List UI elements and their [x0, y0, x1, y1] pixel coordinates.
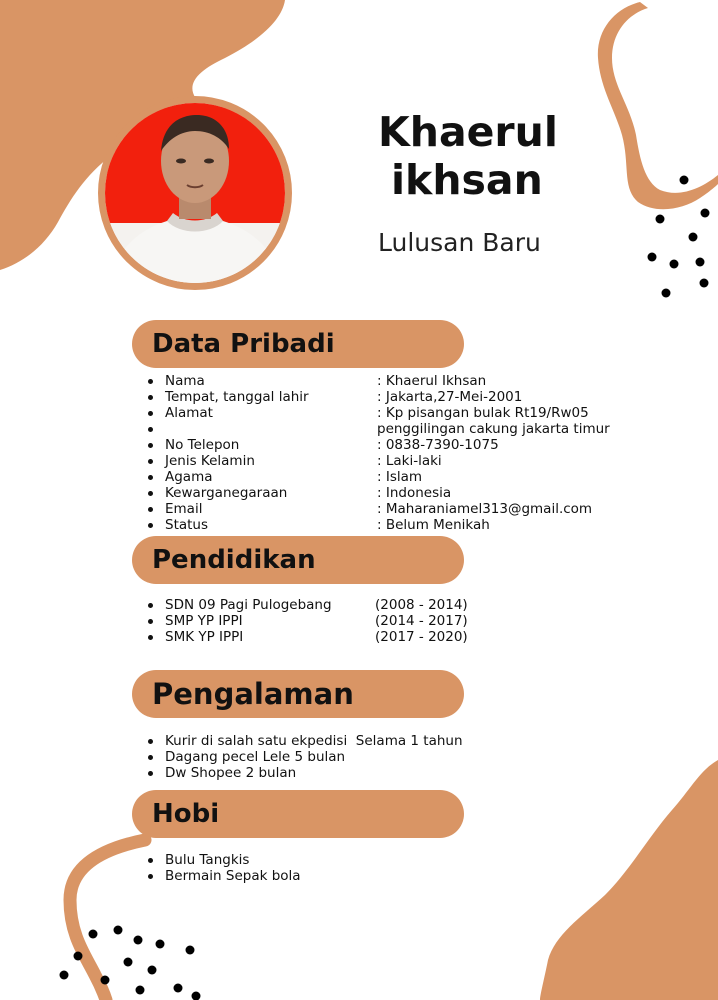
list-item [146, 485, 610, 501]
field-value: : Jakarta,27-Mei-2001 [377, 389, 523, 405]
list-item [146, 749, 463, 765]
list-item [146, 613, 468, 629]
section-title: Hobi [152, 799, 220, 829]
list-item [146, 453, 610, 469]
school-years: (2017 - 2020) [375, 629, 468, 645]
field-label: Tempat, tanggal lahir [165, 389, 309, 405]
hobby-text: Bulu Tangkis [165, 852, 250, 868]
school-name: SDN 09 Pagi Pulogebang [165, 597, 332, 613]
school-years: (2014 - 2017) [375, 613, 468, 629]
field-label: Agama [165, 469, 213, 485]
section-title: Data Pribadi [152, 329, 335, 359]
field-label: Email [165, 501, 203, 517]
field-value: : Kp pisangan bulak Rt19/Rw05 [377, 405, 589, 421]
field-label: No Telepon [165, 437, 240, 453]
field-label: Kewarganegaraan [165, 485, 288, 501]
list-item [146, 629, 468, 645]
field-label: Jenis Kelamin [165, 453, 255, 469]
section-header-experience [132, 670, 464, 718]
experience-list [146, 733, 463, 781]
last-name: ikhsan [391, 156, 543, 204]
list-item [146, 405, 610, 421]
school-name: SMP YP IPPI [165, 613, 243, 629]
school-years: (2008 - 2014) [375, 597, 468, 613]
profile-photo [98, 96, 292, 290]
candidate-role: Lulusan Baru [378, 228, 541, 257]
section-title: Pendidikan [152, 545, 316, 575]
experience-text: Dagang pecel Lele 5 bulan [165, 749, 346, 765]
personal-data-list [146, 373, 610, 533]
experience-text: Kurir di salah satu ekpedisi Selama 1 tahun [165, 733, 463, 749]
field-value: : Khaerul Ikhsan [377, 373, 487, 389]
list-item [146, 868, 301, 884]
field-value: : Islam [377, 469, 423, 485]
hobby-text: Bermain Sepak bola [165, 868, 301, 884]
section-header-education [132, 536, 464, 584]
field-value: : Belum Menikah [377, 517, 490, 533]
list-item [146, 373, 610, 389]
school-name: SMK YP IPPI [165, 629, 244, 645]
list-item [146, 765, 463, 781]
section-header-personal [132, 320, 464, 368]
list-item [146, 517, 610, 533]
field-value: : 0838-7390-1075 [377, 437, 499, 453]
list-item [146, 389, 610, 405]
first-name: Khaerul [378, 108, 558, 156]
hobbies-list [146, 852, 301, 884]
field-label: Status [165, 517, 209, 533]
list-item [146, 437, 610, 453]
list-item [146, 421, 610, 437]
experience-text: Dw Shopee 2 bulan [165, 765, 297, 781]
list-item [146, 733, 463, 749]
field-value: : Maharaniamel313@gmail.com [377, 501, 593, 517]
field-value: : Laki-laki [377, 453, 442, 469]
list-item [146, 597, 468, 613]
field-value: : Indonesia [377, 485, 452, 501]
bottom-right-blob [540, 760, 718, 1000]
field-label: Alamat [165, 405, 213, 421]
list-item [146, 469, 610, 485]
section-title: Pengalaman [152, 677, 354, 711]
list-item [146, 852, 301, 868]
candidate-name [378, 108, 558, 204]
field-label: Nama [165, 373, 205, 389]
person-avatar-icon [105, 103, 285, 283]
bottom-left-wave [70, 840, 145, 1000]
list-item [146, 501, 610, 517]
field-value: penggilingan cakung jakarta timur [377, 421, 610, 437]
education-list [146, 597, 468, 645]
top-right-wave [598, 2, 718, 209]
section-header-hobbies [132, 790, 464, 838]
